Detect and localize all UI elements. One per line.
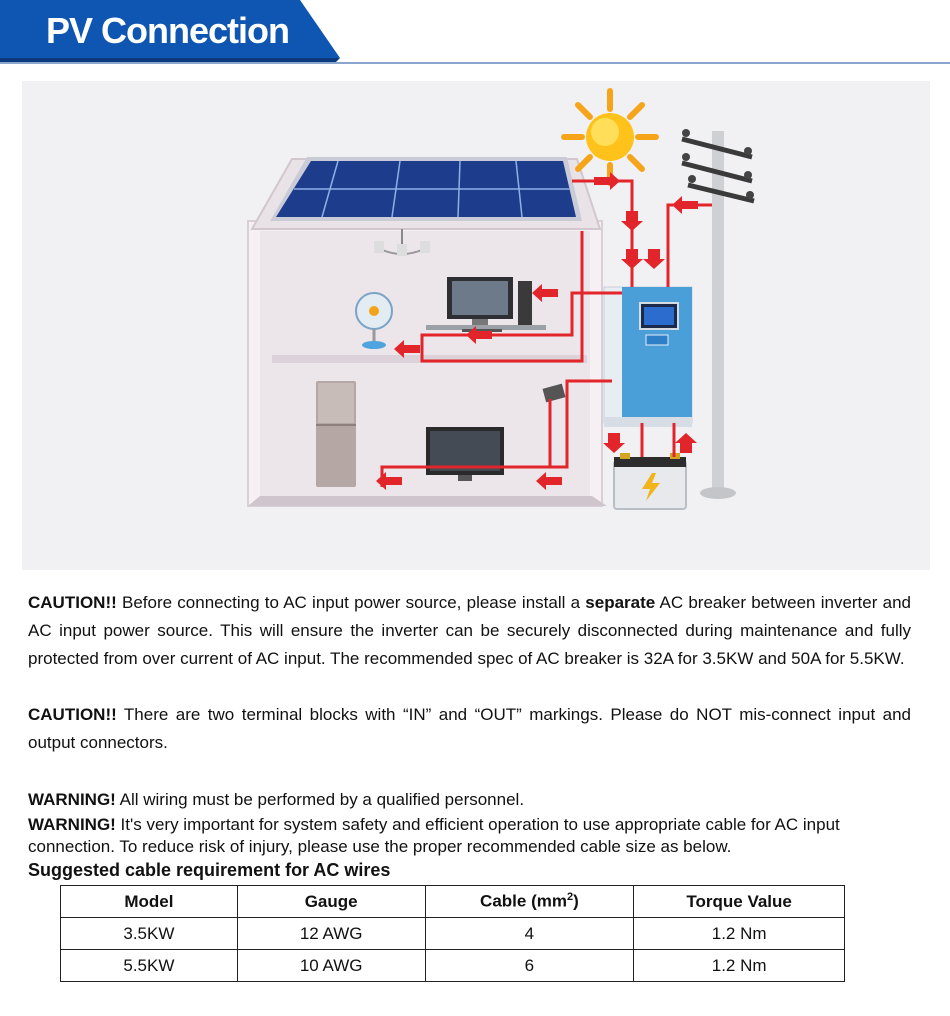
caution-label: CAUTION!! bbox=[28, 705, 117, 724]
warning-line-1 bbox=[28, 789, 911, 811]
cable-header-text: Cable (mm bbox=[480, 891, 567, 911]
cell-torque: 1.2 Nm bbox=[634, 918, 845, 950]
cable-section-title: Suggested cable requirement for AC wires bbox=[28, 860, 391, 880]
warning-label: WARNING! bbox=[28, 790, 116, 809]
utility-pole-icon bbox=[682, 129, 754, 499]
solar-panel-icon bbox=[270, 157, 582, 221]
warning-paragraph-2 bbox=[28, 814, 911, 858]
cell-model: 3.5KW bbox=[61, 918, 238, 950]
cable-header-close: ) bbox=[573, 891, 579, 911]
caution-label: CAUTION!! bbox=[28, 593, 117, 612]
caution-text: There are two terminal blocks with “IN” and “OUT” markings. Please do NOT mis-connect input and output connectors. bbox=[28, 705, 911, 752]
sun-icon bbox=[564, 91, 656, 183]
solar-system-illustration bbox=[22, 81, 930, 570]
caution-text-a: Before connecting to AC input power source, please install a bbox=[116, 593, 586, 612]
cell-cable: 6 bbox=[425, 950, 634, 982]
cable-header-superscript: 2 bbox=[566, 891, 574, 904]
cell-gauge: 10 AWG bbox=[237, 950, 425, 982]
caution-text-b: AC breaker between inverter and AC input power source. This will ensure the inverter can be securely disconnected during maintenance and fully protected from over current of AC input. The recommended spec of AC breaker is 32A for 3.5KW and 50A for 5.5KW. bbox=[28, 593, 911, 668]
television-icon bbox=[426, 427, 504, 481]
cell-model: 5.5KW bbox=[61, 950, 238, 982]
column-header-torque: Torque Value bbox=[634, 886, 845, 918]
cell-cable: 4 bbox=[425, 918, 634, 950]
caution-emphasis: separate bbox=[585, 593, 656, 612]
column-header-cable bbox=[425, 886, 634, 918]
warning-text: All wiring must be performed by a qualified personnel. bbox=[115, 790, 525, 809]
column-header-gauge: Gauge bbox=[237, 886, 425, 918]
page-title: PV Connection bbox=[46, 10, 290, 51]
table-row bbox=[61, 950, 845, 982]
battery-icon bbox=[614, 453, 686, 509]
cable-spec-table bbox=[60, 885, 845, 982]
table-header-row bbox=[61, 886, 845, 918]
caution-paragraph-2 bbox=[28, 701, 911, 757]
cell-gauge: 12 AWG bbox=[237, 918, 425, 950]
warning-label: WARNING! bbox=[28, 815, 116, 834]
table-row bbox=[61, 918, 845, 950]
warning-text: It's very important for system safety and efficient operation to use appropriate cable for AC input connection. To reduce risk of injury, please use the proper recommended cable size as below. bbox=[28, 815, 840, 856]
header-banner bbox=[0, 0, 950, 66]
cell-torque: 1.2 Nm bbox=[634, 950, 845, 982]
refrigerator-icon bbox=[316, 381, 356, 487]
inverter-icon bbox=[604, 287, 692, 427]
column-header-model: Model bbox=[61, 886, 238, 918]
caution-paragraph-1 bbox=[28, 589, 911, 673]
